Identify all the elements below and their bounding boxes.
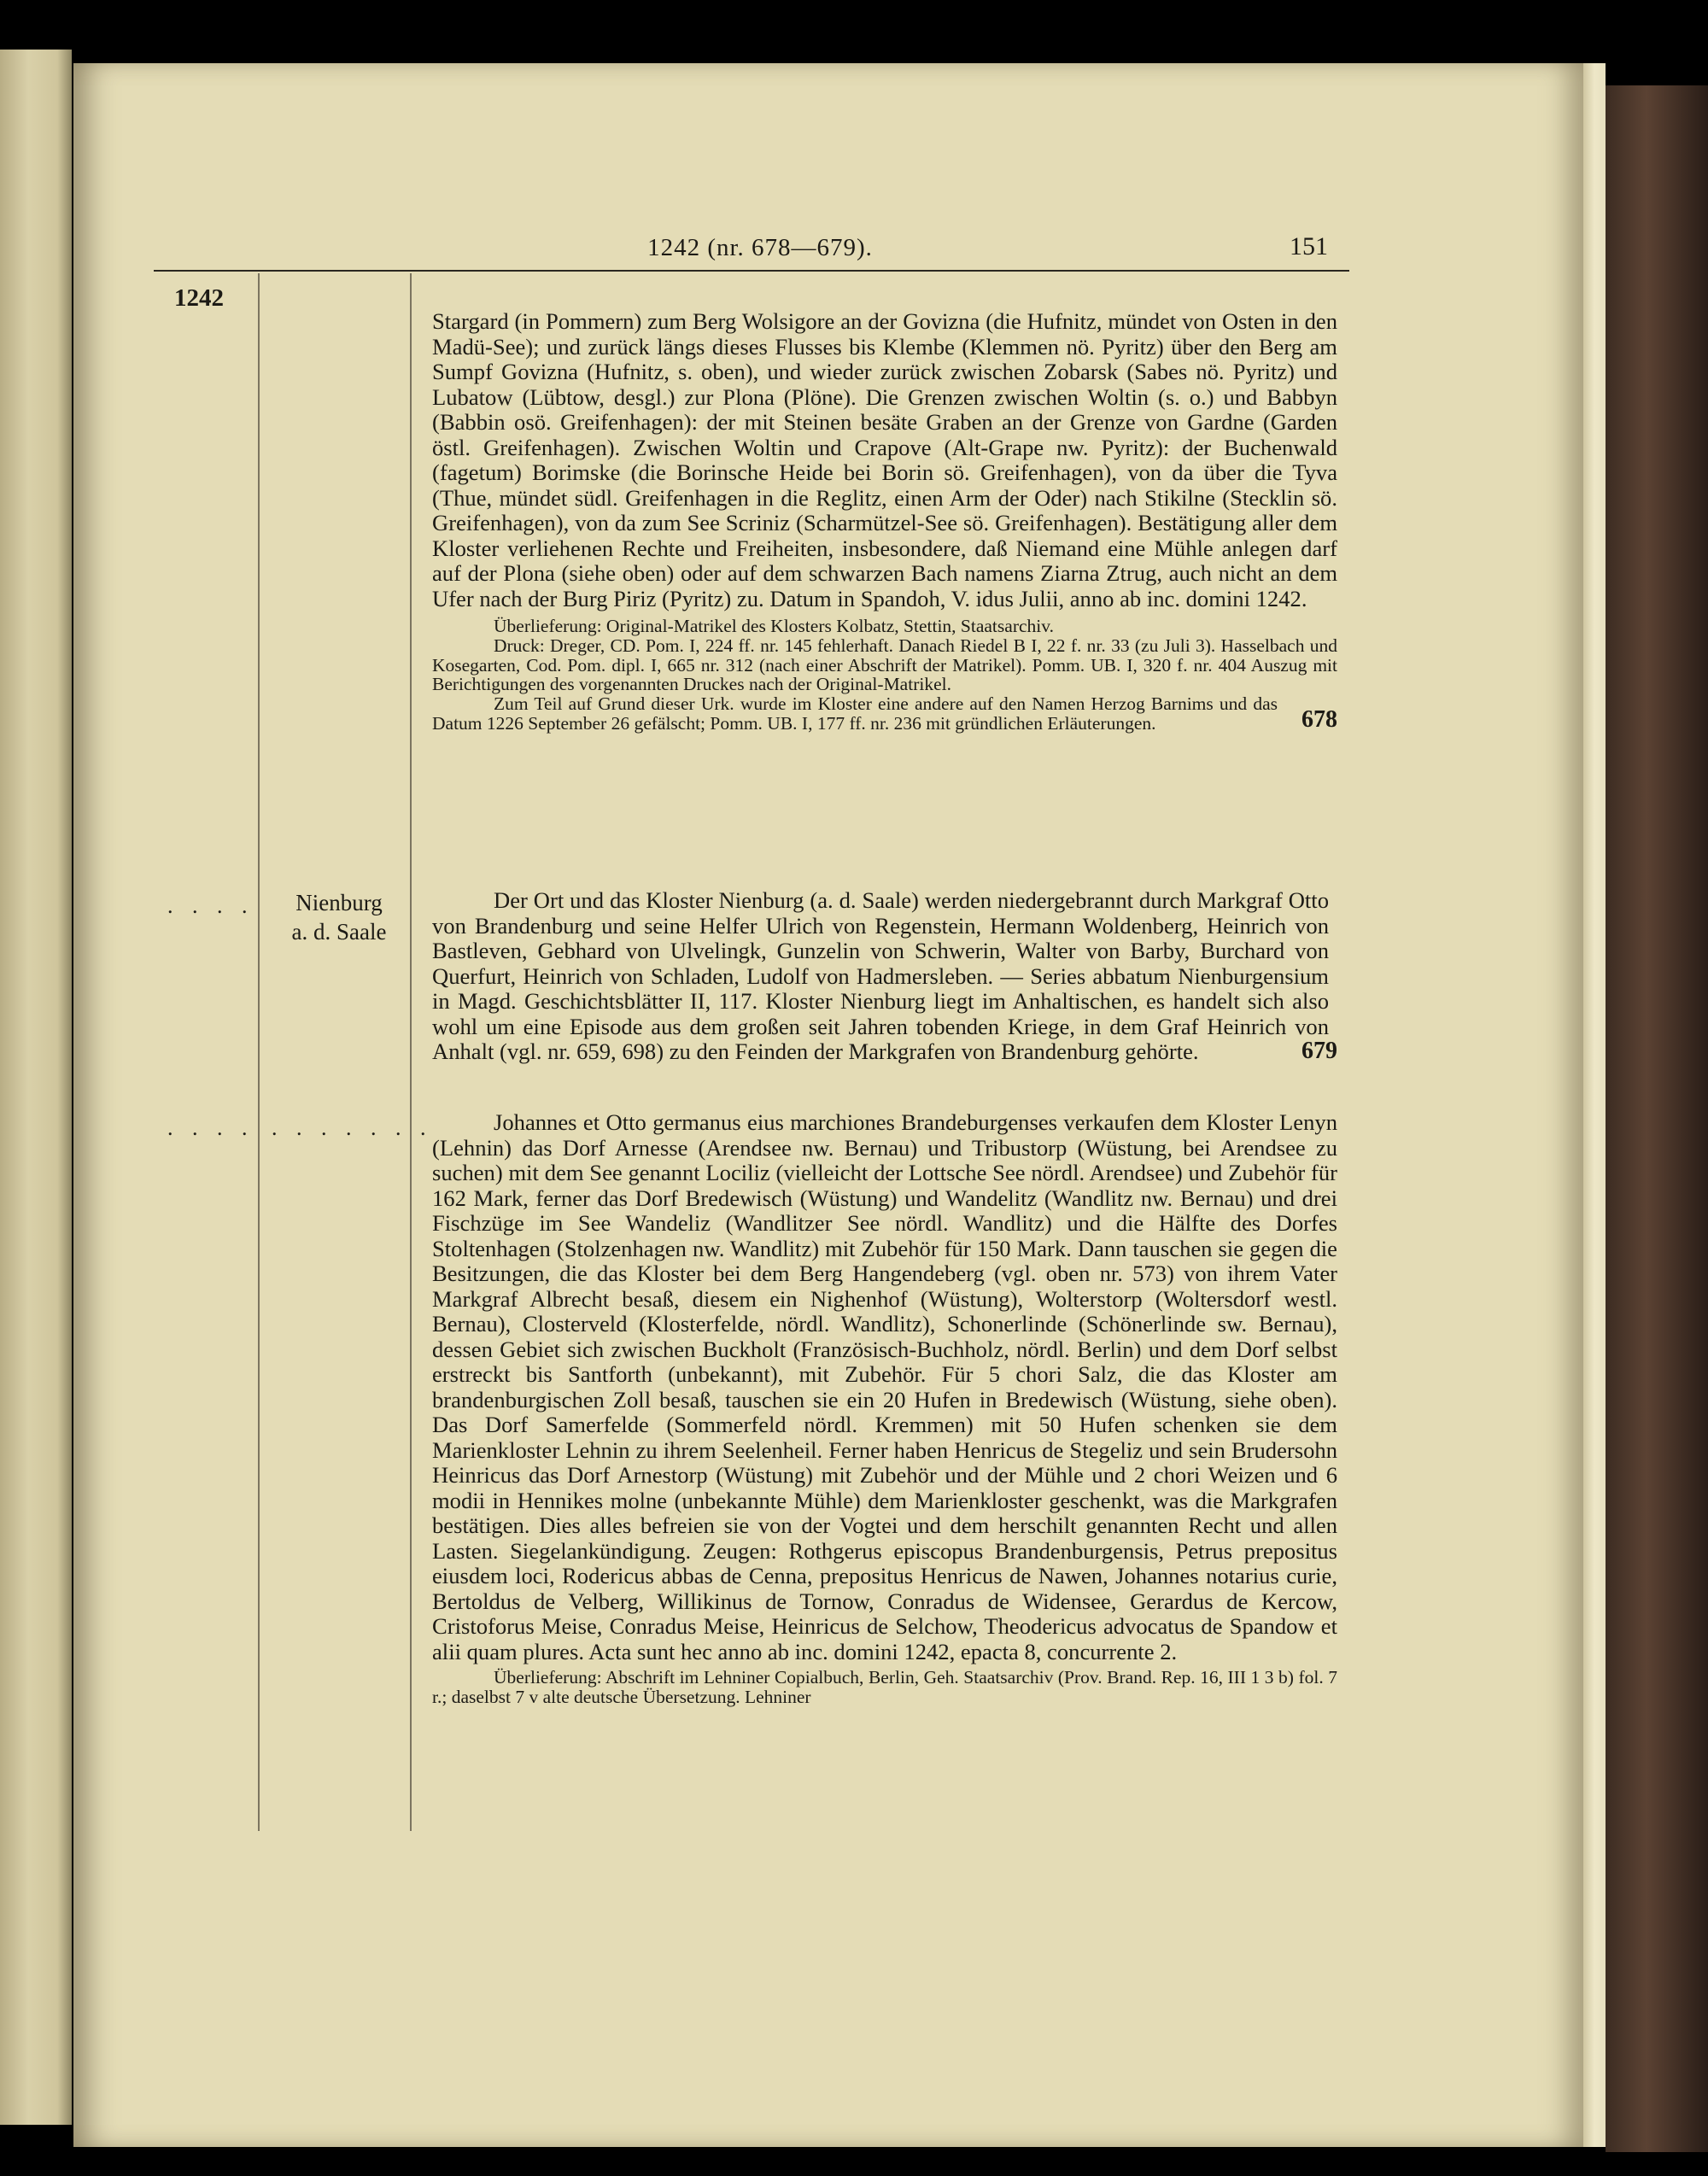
entry-note: Überlieferung: Original-Matrikel des Klosters Kolbatz, Stettin, Staatsarchiv. xyxy=(494,616,1054,636)
entry-note: Überlieferung: Abschrift im Lehniner Copialbuch, Berlin, Geh. Staatsarchiv (Prov. Brand. Rep. 16, III 1 3 b) fol. 7 r.; daselbst 7 v alte deutsche Übersetzung. Lehniner xyxy=(432,1667,1337,1707)
entry-lehnin xyxy=(432,1110,1337,1707)
entry-text: Der Ort und das Kloster Nienburg (a. d. Saale) werden niedergebrannt durch Markgraf Otto von Brandenburg und seine Helfer Ulrich von Regenstein, Hermann Woldenberg, Heinrich von Bastleven, Gebhard von Ulvelingk, Gunzelin von Schwerin, Walter von Barby, Burchard von Querfurt, Heinrich von Schladen, Ludolf von Hadmersleben. — Series abbatum Nienburgensium in Magd. Geschichtsblätter II, 117. Kloster Nienburg liegt im Anhaltischen, es handelt sich also wohl um eine Episode aus dem großen seit Jahren tobenden Kriege, in dem Graf Heinrich von Anhalt (vgl. nr. 659, 698) zu den Feinden der Markgrafen von Brandenburg gehörte. xyxy=(432,887,1329,1064)
entry-679 xyxy=(432,888,1337,1065)
running-header: 1242 (nr. 678—679). xyxy=(647,234,873,261)
column-rule-left xyxy=(258,273,260,1831)
page-edge xyxy=(1583,63,1606,2147)
date-dots: . . . . xyxy=(167,893,254,918)
date-dots: . . . . xyxy=(167,1115,254,1140)
entry-text: Johannes et Otto germanus eius marchiones Brandeburgenses verkaufen dem Kloster Lenyn (Lehnin) das Dorf Arnesse (Arendsee nw. Bernau) und Tribustorp (Wüstung, bei Arendsee zu suchen) mit dem See genannt Lociliz (vielleicht der Lottsche See nördl. Arendsee) und Zubehör für 162 Mark, ferner das Dorf Bredewisch (Wüstung) und Wandelitz (Wandlitz nw. Bernau) und drei Fischzüge im See Wandeliz (Wandlitzer See nördl. Wandlitz) und die Hälfte des Dorfes Stoltenhagen (Stolzenhagen nw. Wandlitz) mit Zubehör für 150 Mark. Dann tauschen sie gegen die Besitzungen, die das Kloster bei dem Berg Hangendeberg (vgl. oben nr. 573) von ihrem Vater Markgraf Albrecht besaß, diesem ein Nighenhof (Wüstung), Wolterstorp (Woltersdorf westl. Bernau), Closterveld (Klosterfelde, nördl. Wandlitz), Schonerlinde (Schönerlinde sw. Bernau), dessen Gebiet sich zwischen Buckholt (Französisch-Buchholz, nördl. Berlin) und dem Dorf selbst erstreckt bis Santforth (unbekannt), mit Zubehör. Für 5 chori Salz, die das Kloster am brandenburgischen Zoll besaß, tauschen sie ein 20 Hufen in Bredewisch (Wüstung, siehe oben). Das Dorf Samerfelde (Sommerfeld nördl. Kremmen) mit 50 Hufen schenken sie dem Marienkloster Lehnin zu ihrem Seelenheil. Ferner haben Henricus de Stegeliz und sein Brudersohn Heinricus das Dorf Arnestorp (Wüstung) mit Zubehör und der Mühle und 2 chori Weizen und 6 modii in Hennikes molne (unbekannte Mühle) dem Marienkloster geschenkt, was die Markgrafen bestätigen. Dies alles befreien sie von der Vogtei und dem herschilt genannten Recht und allen Lasten. Siegelankündigung. Zeugen: Rothgerus episcopus Brandenburgensis, Petrus prepositus eiusdem loci, Rodericus abbas de Cenna, prepositus Henricus de Nawen, Johannes notarius curie, Bertoldus de Velberg, Willikinus de Tornow, Conradus de Widensee, Gerardus de Kercow, Cristoforus Meise, Conradus Meise, Heinricus de Selchow, Theodericus advocatus de Spandow et alii quam plures. Acta sunt hec anno ab inc. domini 1242, epacta 8, concurrente 2. xyxy=(432,1109,1337,1664)
header-rule xyxy=(154,270,1349,272)
entry-note: Zum Teil auf Grund dieser Urk. wurde im Kloster eine andere auf den Namen Herzog Barnims und das Datum 1226 September 26 gefälscht; Pomm. UB. I, 177 ff. nr. 236 mit gründlichen Erläuterungen. xyxy=(432,693,1278,734)
entry-678 xyxy=(432,309,1337,734)
book-cover-edge xyxy=(1606,85,1708,2152)
entry-number: 678 xyxy=(1301,705,1337,733)
place-name-suffix: a. d. Saale xyxy=(291,919,387,945)
column-rule-right xyxy=(410,273,412,1831)
entry-text: Stargard (in Pommern) zum Berg Wolsigore an der Govizna (die Hufnitz, mündet von Osten in den Madü-See); und zurück längs dieses Flusses bis Klembe (Klemmen nö. Pyritz) über den Berg am Sumpf Govizna (Hufnitz, s. oben), und wieder zurück zwischen Zobarsk (Sabes nö. Pyritz) und Lubatow (Lübtow, desgl.) zur Plona (Plöne). Die Grenzen zwischen Woltin (s. o.) und Babbyn (Babbin osö. Greifenhagen): der mit Steinen besäte Graben an der Grenze von Gardne (Garden östl. Greifenhagen). Zwischen Woltin und Crapove (Alt-Grape nw. Pyritz): der Buchenwald (fagetum) Borimske (die Borinsche Heide bei Borin sö. Greifenhagen), von da über die Tyva (Thue, mündet südl. Greifenhagen in die Reglitz, einen Arm der Oder) nach Stikilne (Stecklin sö. Greifenhagen), von da zum See Scriniz (Scharmützel-See sö. Greifenhagen). Bestätigung aller dem Kloster verliehenen Rechte und Freiheiten, insbesondere, daß Niemand eine Mühle anlegen darf auf der Plona (siehe oben) oder auf dem schwarzen Bach namens Ziarna Ztrug, auch nicht an dem Ufer nach der Burg Piriz (Pyritz) zu. Datum in Spandoh, V. idus Julii, anno ab inc. domini 1242. xyxy=(432,308,1337,611)
previous-page-edge xyxy=(0,50,72,2125)
place-dots: . . . . . . . xyxy=(272,1115,433,1140)
page-number: 151 xyxy=(1290,232,1328,260)
place-name: Nienburg xyxy=(295,890,383,915)
entry-number: 679 xyxy=(1301,1037,1337,1064)
year-label: 1242 xyxy=(174,284,224,312)
place-column xyxy=(270,888,408,946)
entry-note: Druck: Dreger, CD. Pom. I, 224 ff. nr. 145 fehlerhaft. Danach Riedel B I, 22 f. nr. 33 (zu Juli 3). Hasselbach und Kosegarten, Cod. Pom. dipl. I, 665 nr. 312 (nach einer Abschrift der Matrikel). Pomm. UB. I, 320 f. nr. 404 Auszug mit Berichtigungen des vorgenannten Druckes nach der Original-Matrikel. xyxy=(432,635,1337,695)
